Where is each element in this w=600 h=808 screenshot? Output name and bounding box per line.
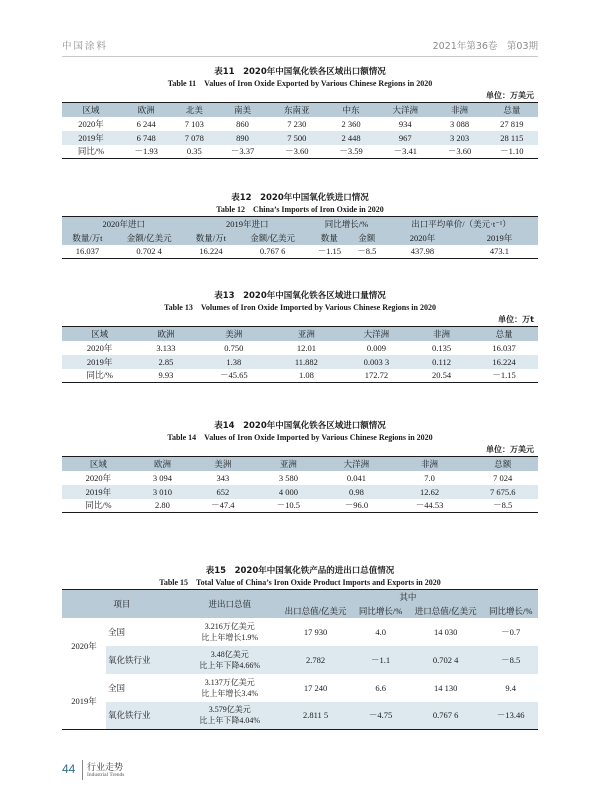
issue-info: 2021年第36卷 第03期 [432, 41, 538, 52]
col-header: 进口总值/亿美元 [408, 604, 484, 618]
table-14 [62, 420, 538, 513]
table-row: 2020年 全国 3.216万亿美元 比上年增长1.9% 17 930 4.0 14 030 －0.7 [62, 618, 538, 646]
table-13-grid [62, 326, 538, 383]
table-11-caption-en: Table 11 Values of Iron Oxide Exported by Various Chinese Regions in 2020 [167, 79, 433, 88]
table-11-unit: 单位：万美元 [486, 91, 534, 100]
table-15 [62, 565, 538, 730]
table-12-caption-cn: 表12 2020年中国氧化铁进口情况 [231, 193, 369, 203]
table-15-caption-en: Table 15 Total Value of China’s Iron Oxide Product Imports and Exports in 2020 [159, 578, 441, 587]
col-header: 数量 [309, 231, 350, 245]
col-header: 总额 [467, 457, 538, 471]
table-14-unit: 单位：万美元 [486, 445, 534, 454]
col-header: 总量 [470, 327, 538, 341]
col-header: 数量/万t [62, 231, 113, 245]
table-13 [62, 290, 538, 383]
page-header [62, 38, 538, 54]
col-header-total: 进出口总值 [182, 590, 278, 618]
col-header: 东南亚 [269, 103, 325, 117]
col-header: 非洲 [433, 103, 485, 117]
col-header: 美洲 [195, 327, 273, 341]
table-14-caption-en: Table 14 Values of Iron Oxide Imported by Various Chinese Regions in 2020 [167, 433, 433, 442]
table-15-grid [62, 589, 538, 730]
col-header: 区域 [62, 457, 135, 471]
group-header: 2020年进口 [62, 217, 185, 231]
table-13-caption-en: Table 13 Volumes of Iron Oxide Imported by Various Chinese Regions in 2020 [164, 303, 436, 312]
col-header: 金额/亿美元 [113, 231, 186, 245]
col-header: 欧洲 [120, 103, 172, 117]
table-row: 2019年 3 010 652 4 000 0.98 12.62 7 675.6 [62, 485, 538, 499]
col-header: 欧洲 [135, 457, 190, 471]
table-row: 同比/% 9.93 －45.65 1.08 172.72 20.54 －1.15 [86, 370, 516, 381]
col-header: 金额/亿美元 [236, 231, 309, 245]
table-row: 2019年 6 748 7 078 890 7 500 2 448 967 3 203 28 115 [62, 131, 538, 145]
col-header-item: 项目 [62, 590, 182, 618]
col-header: 2019年 [461, 231, 538, 245]
col-header: 2020年 [384, 231, 461, 245]
col-header: 同比增长/% [483, 604, 538, 618]
section-title: 行业走势 [87, 763, 124, 773]
col-header: 非洲 [392, 457, 468, 471]
table-15-caption-cn: 表15 2020年中国氧化铁产品的进出口总值情况 [205, 566, 395, 576]
table-row: 2020年 6 244 7 103 860 7 230 2 360 934 3 088 27 819 [78, 118, 524, 129]
header-rule [62, 56, 538, 57]
table-row: 16.037 0.702 4 16.224 0.767 6 －1.15 －8.5 437.98 473.1 [75, 246, 510, 257]
col-header: 区域 [62, 103, 120, 117]
table-14-grid [62, 456, 538, 513]
table-row: 2019年 2.85 1.38 11.882 0.003 3 0.112 16.224 [62, 355, 538, 369]
table-row: 氧化铁行业 3.579亿美元 比上年下降4.04% 2.811 5 －4.75 0.767 6 －13.46 [62, 702, 538, 730]
group-header-of-which: 其中 [278, 590, 538, 604]
year-label: 2020年 [62, 618, 106, 674]
col-header: 大洋洲 [377, 103, 433, 117]
col-header: 出口总值/亿美元 [278, 604, 354, 618]
col-header: 大洋洲 [340, 327, 413, 341]
journal-name: 中国涂料 [62, 41, 109, 52]
table-11-grid [62, 102, 538, 159]
col-header: 亚洲 [273, 327, 340, 341]
table-12 [62, 192, 538, 259]
year-label: 2019年 [62, 674, 106, 730]
col-header: 南美 [216, 103, 268, 117]
group-header: 同比增长/% [309, 217, 384, 231]
col-header: 大洋洲 [321, 457, 392, 471]
table-12-caption-en: Table 12 China’s Imports of Iron Oxide in 2020 [216, 205, 384, 214]
table-row: 氧化铁行业 3.48亿美元 比上年下降4.66% 2.782 －1.1 0.702 4 －8.5 [62, 646, 538, 674]
col-header: 欧洲 [137, 327, 194, 341]
table-row: 2019年 全国 3.137万亿美元 比上年增长3.4% 17 240 6.6 14 130 9.4 [62, 674, 538, 702]
col-header: 数量/万t [185, 231, 236, 245]
col-header: 金额 [350, 231, 384, 245]
table-13-caption-cn: 表13 2020年中国氧化铁各区域进口量情况 [214, 291, 386, 301]
table-13-unit: 单位：万t [498, 315, 534, 324]
group-header: 2019年进口 [185, 217, 308, 231]
col-header: 同比增长/% [353, 604, 407, 618]
table-row: 同比/% －1.93 0.35 －3.37 －3.60 －3.59 －3.41 －3.60 －1.10 [77, 146, 524, 157]
table-11 [62, 66, 538, 159]
col-header: 中东 [325, 103, 377, 117]
page-number: 44 [62, 762, 76, 776]
col-header: 总量 [486, 103, 538, 117]
col-header: 非洲 [413, 327, 470, 341]
col-header: 亚洲 [256, 457, 322, 471]
col-header: 区域 [62, 327, 137, 341]
table-row: 2020年 3 094 343 3 580 0.041 7.0 7 024 [85, 472, 513, 483]
col-header: 美洲 [190, 457, 256, 471]
table-12-grid [62, 216, 538, 259]
table-11-caption-cn: 表11 2020年中国氧化铁各区域出口额情况 [214, 67, 386, 77]
footer-divider [82, 760, 83, 780]
table-row: 同比/% 2.80 －47.4 －10.5 －96.0 －44.53 －8.5 [85, 500, 513, 511]
table-row: 2020年 3.133 0.750 12.01 0.009 0.135 16.037 [86, 342, 516, 353]
col-header: 北美 [172, 103, 216, 117]
group-header: 出口平均单价/（美元·t⁻¹） [384, 217, 538, 231]
section-title-en: Industrial Trends [87, 772, 125, 778]
table-14-caption-cn: 表14 2020年中国氧化铁各区域进口额情况 [214, 421, 386, 431]
